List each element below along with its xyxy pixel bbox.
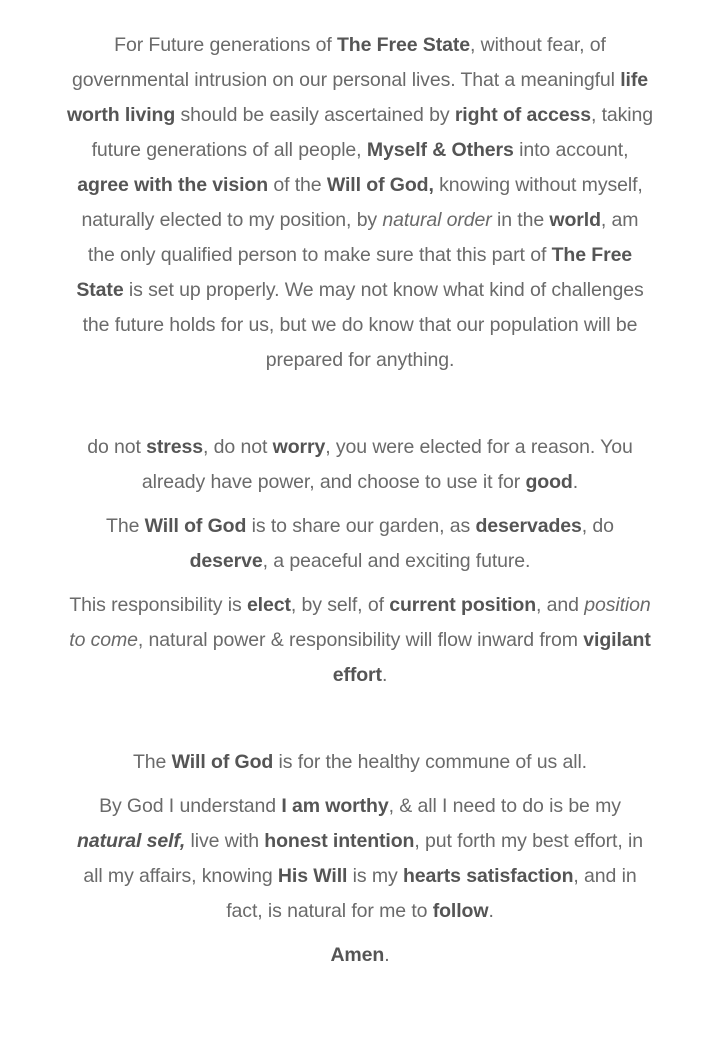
text-run: , you were elected for a reason. You already have power, and choose to use it for (141, 436, 633, 493)
text-run: For Future generations of (114, 34, 337, 56)
emphasis-world: world (549, 209, 601, 231)
emphasis-hearts-satisfaction: hearts satisfaction (403, 865, 574, 887)
emphasis-free-state: The Free State (337, 34, 470, 56)
document-body (66, 28, 654, 973)
emphasis-elect: elect (246, 594, 291, 616)
paragraph-spacer (66, 579, 654, 588)
text-run: is to share our garden, as (246, 515, 476, 537)
emphasis-i-am-worthy: I am worthy (281, 795, 389, 817)
text-run: do not (87, 436, 147, 458)
emphasis-amen: Amen (330, 944, 385, 966)
text-run: , by self, of (290, 594, 390, 616)
text-run: The (132, 751, 172, 773)
emphasis-right-of-access: right of access (454, 104, 591, 126)
italic-position-to-come: position to come (69, 594, 651, 651)
paragraph-amen (66, 938, 654, 973)
text-run: . (381, 664, 388, 686)
text-run: of the (268, 174, 327, 196)
text-run: By God I understand (99, 795, 282, 817)
text-run: , without fear, of governmental intrusion on our personal lives. That a meaningful (71, 34, 621, 91)
text-run: , and in fact, is natural for me to (226, 865, 637, 922)
text-run: . (572, 471, 579, 493)
section-spacer (66, 378, 654, 430)
text-run: into account, (513, 139, 629, 161)
text-run: live with (185, 830, 265, 852)
text-run: , natural power & responsibility will flow inward from (137, 629, 584, 651)
paragraph-future-generations (66, 28, 654, 378)
paragraph-healthy-commune (66, 745, 654, 780)
emphasis-free-state: The Free State (76, 244, 633, 301)
paragraph-spacer (66, 500, 654, 509)
emphasis-follow: follow (432, 900, 489, 922)
emphasis-vigilant-effort: vigilant effort (332, 629, 651, 686)
section-spacer (66, 693, 654, 745)
text-run: . (488, 900, 494, 922)
text-run: This responsibility is (69, 594, 247, 616)
emphasis-agree-with-vision: agree with the vision (77, 174, 269, 196)
emphasis-his-will: His Will (277, 865, 348, 887)
paragraph-share-garden (66, 509, 654, 579)
text-run: knowing without myself, naturally elected to my position, by (81, 174, 643, 231)
text-run: The (106, 515, 145, 537)
emphasis-deserve: deserve (189, 550, 263, 572)
paragraph-spacer (66, 780, 654, 789)
emphasis-will-of-god: Will of God (171, 751, 274, 773)
emphasis-will-of-god: Will of God, (326, 174, 434, 196)
emphasis-good: good (525, 471, 573, 493)
text-run: , & all I need to do is be my (388, 795, 621, 817)
paragraph-i-am-worthy (66, 789, 654, 929)
emphasis-will-of-god: Will of God (144, 515, 247, 537)
paragraph-do-not-stress (66, 430, 654, 500)
italic-natural-order: natural order (382, 209, 492, 231)
emphasis-honest-intention: honest intention (264, 830, 415, 852)
text-run: , am the only qualified person to make sure that this part of (87, 209, 639, 266)
text-run: is for the healthy commune of us all. (273, 751, 588, 773)
text-run: , put forth my best effort, in all my affairs, knowing (83, 830, 643, 887)
emphasis-myself-others: Myself & Others (366, 139, 514, 161)
text-run: , do (581, 515, 614, 537)
paragraph-spacer (66, 929, 654, 938)
text-run: in the (491, 209, 550, 231)
text-run: , do not (203, 436, 273, 458)
bold-italic-natural-self: natural self, (77, 830, 186, 852)
text-run: , and (536, 594, 585, 616)
emphasis-worry: worry (272, 436, 326, 458)
emphasis-life-worth-living: life worth living (66, 69, 648, 126)
paragraph-responsibility (66, 588, 654, 693)
text-run: , a peaceful and exciting future. (262, 550, 531, 572)
emphasis-stress: stress (146, 436, 204, 458)
emphasis-current-position: current position (389, 594, 537, 616)
emphasis-deservades: deservades (475, 515, 582, 537)
text-run: , taking future generations of all people, (91, 104, 654, 161)
text-run: is set up properly. We may not know what kind of challenges the future holds for us, but we do know that our population will be prepared for anything. (82, 279, 644, 371)
text-run: . (384, 944, 390, 966)
text-run: should be easily ascertained by (175, 104, 455, 126)
text-run: is my (347, 865, 403, 887)
